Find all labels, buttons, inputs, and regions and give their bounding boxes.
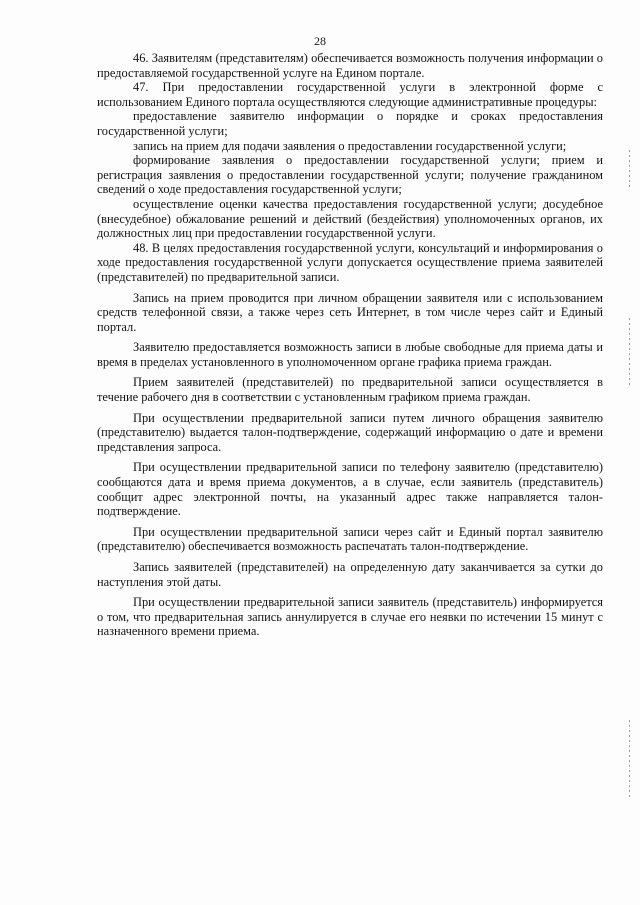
paragraph-appointment-slots: Заявителю предоставляется возможность записи в любые свободные для приема даты и время в пределах установленного в уполномоченном органе графика приема граждан. <box>97 340 603 369</box>
paragraph-online-booking: При осуществлении предварительной записи через сайт и Единый портал заявителю (представителю) обеспечивается возможность распечатать талон-подтверждение. <box>97 524 603 554</box>
paragraph-personal-visit: При осуществлении предварительной записи путем личного обращения заявителю (представителю) выдается талон-подтверждение, содержащий информацию о дате и времени представления запроса. <box>97 410 603 454</box>
procedure-appointment: запись на прием для подачи заявления о предоставлении государственной услуги; <box>133 138 567 153</box>
paragraph-appointment-methods: Запись на прием проводится при личном обращении заявителя или с использованием средств телефонной связи, а также через сеть Интернет, в том числе через сайт и Единый портал. <box>97 290 603 334</box>
paragraph-48: 48. В целях предоставления государственной услуги, консультаций и информирования о ходе предоставления государственной услуги допускается осуществление приема заявителей (представителей) по предварительной записи. <box>97 240 603 284</box>
procedure-quality-appeal: осуществление оценки качества предоставления государственной услуги; досудебное (внесудебное) обжалование решений и действий (бездействия) уполномоченных органов, их должностных лиц при предоставлении государственной услуги. <box>97 196 603 241</box>
page-number: 28 <box>314 34 326 48</box>
paragraph-46: 46. Заявителям (представителям) обеспечивается возможность получения информации о предоставляемой государственной услуге на Едином портале. <box>97 51 603 80</box>
paragraph-phone-booking: При осуществлении предварительной записи по телефону заявителю (представителю) сообщаются дата и время приема документов, а в случае, если заявитель (представитель) сообщит адрес электронной почты, на указанный адрес также направляется талон-подтверждение. <box>97 460 603 519</box>
paragraph-47: 47. При предоставлении государственной услуги в электронной форме с использованием Единого портала осуществляются следующие административные процедуры: <box>97 80 603 109</box>
paragraph-booking-deadline: Запись заявителей (представителей) на определенную дату заканчивается за сутки до наступления этой даты. <box>97 560 603 589</box>
procedure-application: формирование заявления о предоставлении государственной услуги; прием и регистрация заявления о предоставлении государственной услуги; получение гражданином сведений о ходе предоставления государственной услуги; <box>97 153 603 197</box>
scan-edge-mark <box>629 720 630 800</box>
scan-edge-mark <box>629 318 630 388</box>
procedure-information: предоставление заявителю информации о порядке и сроках предоставления государственной услуги; <box>97 109 603 138</box>
scan-edge-mark <box>629 150 630 188</box>
paragraph-reception-schedule: Прием заявителей (представителей) по предварительной записи осуществляется в течение рабочего дня в соответствии с установленным графиком приема граждан. <box>97 375 603 405</box>
paragraph-no-show-cancellation: При осуществлении предварительной записи заявитель (представитель) информируется о том, что предварительная запись аннулируется в случае его неявки по истечении 15 минут с назначенного времени приема. <box>97 595 603 639</box>
document-body <box>97 51 603 639</box>
